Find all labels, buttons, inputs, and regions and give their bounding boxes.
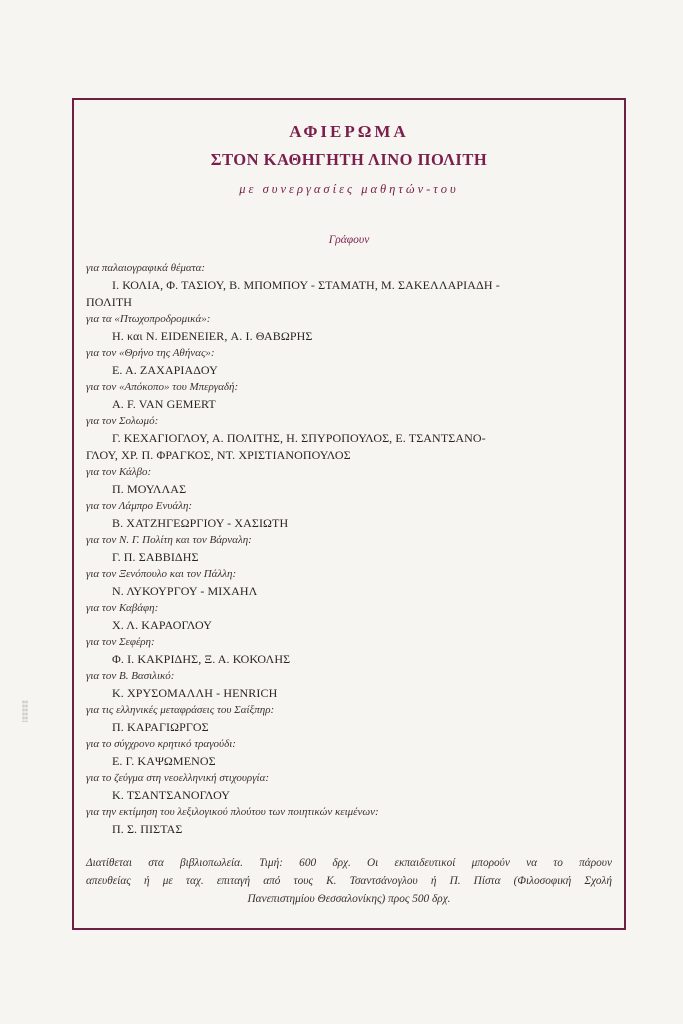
author-line: Φ. Ι. ΚΑΚΡΙΔΗΣ, Ξ. Α. ΚΟΚΟΛΗΣ [112, 652, 291, 666]
entry-authors [86, 277, 612, 311]
entry-authors [86, 719, 612, 736]
entry-topic: για τον Σεφέρη: [86, 636, 155, 648]
author-line: Γ. ΚΕΧΑΓΙΟΓΛΟΥ, Α. ΠΟΛΙΤΗΣ, Η. ΣΠΥΡΟΠΟΥΛΟΣ, Ε. ΤΣΑΝΤΣΑΝΟ- [112, 431, 486, 445]
list-item [86, 345, 612, 379]
entry-topic: για το σύγχρονο κρητικό τραγούδι: [86, 738, 236, 750]
list-item [86, 464, 612, 498]
author-line: Κ. ΤΣΑΝΤΣΑΝΟΓΛΟΥ [112, 788, 231, 802]
note-line: Πανεπιστημίου Θεσσαλονίκης) προς 500 δρχ. [247, 893, 451, 905]
list-item [86, 498, 612, 532]
entry-authors [86, 821, 612, 838]
entry-authors [86, 685, 612, 702]
dedication-heading: ΣΤΟΝ ΚΑΘΗΓΗΤΗ ΛΙΝΟ ΠΟΛΙΤΗ [210, 150, 488, 169]
entry-topic: για τα «Πτωχοπροδρομικά»: [86, 313, 211, 325]
entry-topic: για τον Ν. Γ. Πολίτη και τον Βάρναλη: [86, 534, 252, 546]
list-item [86, 600, 612, 634]
entry-authors [86, 515, 612, 532]
author-line: Χ. Λ. ΚΑΡΑΟΓΛΟΥ [112, 618, 212, 632]
entry-topic: για τον «Θρήνο της Αθήνας»: [86, 347, 215, 359]
author-line: Ν. ΛΥΚΟΥΡΓΟΥ - ΜΙΧΑΗΛ [112, 584, 258, 598]
entry-authors [86, 549, 612, 566]
author-line: A. F. VAN GEMERT [112, 397, 216, 411]
note-line: απευθείας ή με ταχ. επιταγή από τους Κ. Τσαντσάνογλου ή Π. Πίστα (Φιλοσοφική Σχολή [86, 875, 612, 887]
dedication-subheading: με συνεργασίες μαθητών-του [239, 182, 459, 196]
entry-topic: για παλαιογραφικά θέματα: [86, 262, 206, 274]
list-item [86, 566, 612, 600]
author-line: Π. ΚΑΡΑΓΙΩΡΓΟΣ [112, 720, 209, 734]
list-item [86, 260, 612, 311]
author-line: Ε. Γ. ΚΑΨΩΜΕΝΟΣ [112, 754, 216, 768]
author-line: Β. ΧΑΤΖΗΓΕΩΡΓΙΟΥ - ΧΑΣΙΩΤΗ [112, 516, 289, 530]
list-item [86, 379, 612, 413]
list-item [86, 532, 612, 566]
list-item [86, 770, 612, 804]
author-line: Ι. ΚΟΛΙΑ, Φ. ΤΑΣΙΟΥ, Β. ΜΠΟΜΠΟΥ - ΣΤΑΜΑΤΗ, Μ. ΣΑΚΕΛΛΑΡΙΑΔΗ - [112, 278, 500, 292]
contributors-list [86, 260, 612, 838]
note-line: Διατίθεται στα βιβλιοπωλεία. Τιμή: 600 δρχ. Οι εκπαιδευτικοί μπορούν να το πάρουν [86, 857, 612, 869]
author-line: Γ. Π. ΣΑΒΒΙΔΗΣ [112, 550, 199, 564]
entry-authors [86, 430, 612, 464]
list-item [86, 804, 612, 838]
author-line: Π. Σ. ΠΙΣΤΑΣ [112, 822, 183, 836]
entry-topic: για τον Κάλβο: [86, 466, 152, 478]
contributors-label: Γράφουν [328, 234, 370, 246]
entry-authors [86, 787, 612, 804]
entry-authors [86, 651, 612, 668]
entry-topic: για την εκτίμηση του λεξιλογικού πλούτου των ποιητικών κειμένων: [86, 806, 379, 818]
list-item [86, 668, 612, 702]
entry-topic: για τον Λάμπρο Ενυάλη: [86, 500, 193, 512]
entry-authors [86, 362, 612, 379]
advertisement-frame [72, 98, 626, 930]
entry-topic: για τον «Απόκοπο» του Μπεργαδή: [86, 381, 239, 393]
list-item [86, 702, 612, 736]
author-line: ΠΟΛΙΤΗ [86, 295, 133, 309]
entry-authors [86, 617, 612, 634]
author-line: Π. ΜΟΥΛΛΑΣ [112, 482, 187, 496]
entry-topic: για τις ελληνικές μεταφράσεις του Σαίξπηρ: [86, 704, 275, 716]
availability-note [86, 854, 612, 908]
entry-topic: για τον Ξενόπουλο και τον Πάλλη: [86, 568, 237, 580]
entry-authors [86, 481, 612, 498]
entry-topic: για το ζεύγμα στη νεοελληνική στιχουργία: [86, 772, 270, 784]
entry-topic: για τον Β. Βασιλικό: [86, 670, 175, 682]
entry-topic: για τον Σολωμό: [86, 415, 159, 427]
author-line: Κ. ΧΡΥΣΟΜΑΛΛΗ - HENRICH [112, 686, 278, 700]
list-item [86, 634, 612, 668]
entry-authors [86, 753, 612, 770]
entry-authors [86, 328, 612, 345]
list-item [86, 736, 612, 770]
entry-authors [86, 583, 612, 600]
entry-topic: για τον Καβάφη: [86, 602, 159, 614]
list-item [86, 413, 612, 464]
paper-speck [22, 700, 28, 722]
author-line: Η. και Ν. EIDENEIER, Α. Ι. ΘΑΒΩΡΗΣ [112, 329, 313, 343]
list-item [86, 311, 612, 345]
page-title: ΑΦΙΕΡΩΜΑ [289, 122, 409, 141]
entry-authors [86, 396, 612, 413]
author-line: ΓΛΟΥ, ΧΡ. Π. ΦΡΑΓΚΟΣ, ΝΤ. ΧΡΙΣΤΙΑΝΟΠΟΥΛΟΣ [86, 448, 351, 462]
author-line: Ε. Α. ΖΑΧΑΡΙΑΔΟΥ [112, 363, 218, 377]
